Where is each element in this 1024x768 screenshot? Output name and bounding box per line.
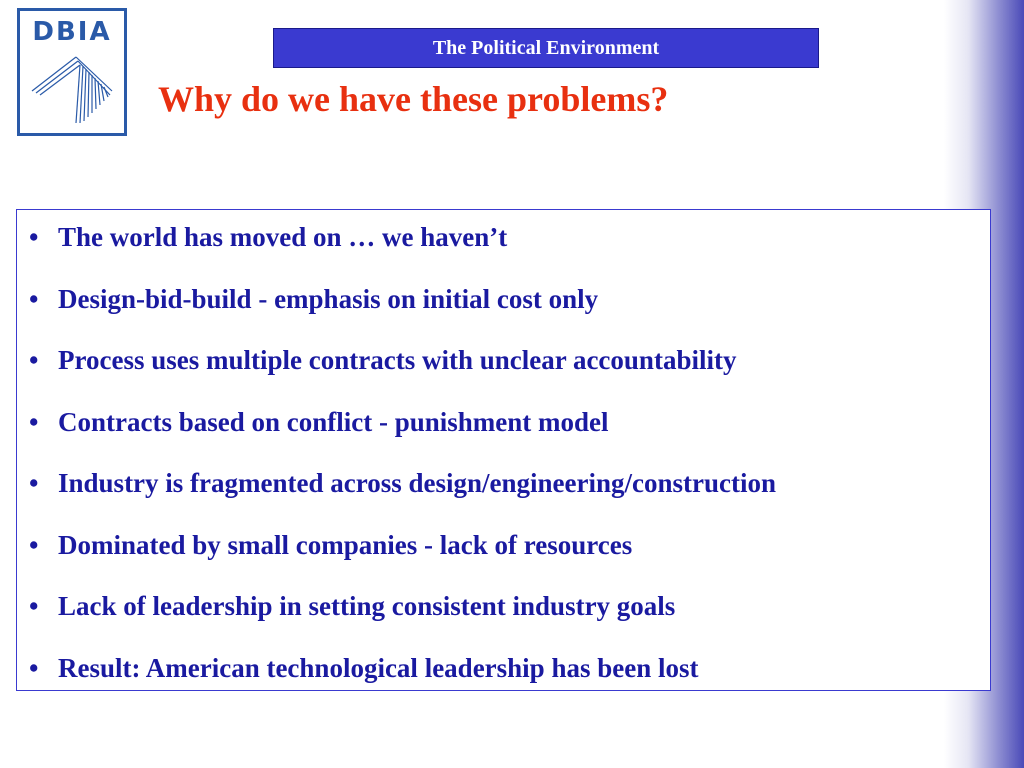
bullet-text: Dominated by small companies - lack of resources [58, 529, 633, 560]
bullet-dot-icon: • [29, 652, 39, 683]
bullet-list-box [16, 209, 991, 691]
bullet-item [29, 528, 776, 590]
bullet-text: Industry is fragmented across design/engineering/construction [58, 468, 777, 498]
bullet-dot-icon: • [29, 222, 39, 252]
bullet-text: The world has moved on … we haven’t [58, 222, 508, 252]
logo-emblem-icon [20, 11, 124, 133]
bullet-dot-icon: • [29, 345, 39, 375]
bullet-item [29, 343, 776, 405]
dbia-logo [17, 8, 127, 136]
bullet-dot-icon: • [29, 591, 39, 621]
bullet-dot-icon: • [29, 529, 39, 560]
bullet-dot-icon: • [29, 406, 39, 437]
bullet-text: Design-bid-build - emphasis on initial cost only [58, 283, 599, 314]
bullet-item [29, 651, 776, 713]
section-banner: The Political Environment [273, 28, 819, 68]
bullet-dot-icon: • [29, 283, 39, 314]
bullet-item [29, 466, 776, 528]
bullet-text: Contracts based on conflict - punishment model [58, 406, 609, 437]
bullet-dot-icon: • [29, 468, 39, 498]
bullet-list [29, 220, 776, 712]
bullet-text: Result: American technological leadership has been lost [58, 652, 699, 683]
logo-text: DBIA [32, 17, 112, 47]
bullet-item [29, 589, 776, 651]
bullet-text: Process uses multiple contracts with unclear accountability [58, 345, 737, 375]
bullet-text: Lack of leadership in setting consistent industry goals [58, 591, 676, 621]
bullet-item [29, 282, 776, 344]
bullet-item [29, 405, 776, 467]
bullet-item [29, 220, 776, 282]
slide-title: Why do we have these problems? [158, 79, 669, 119]
